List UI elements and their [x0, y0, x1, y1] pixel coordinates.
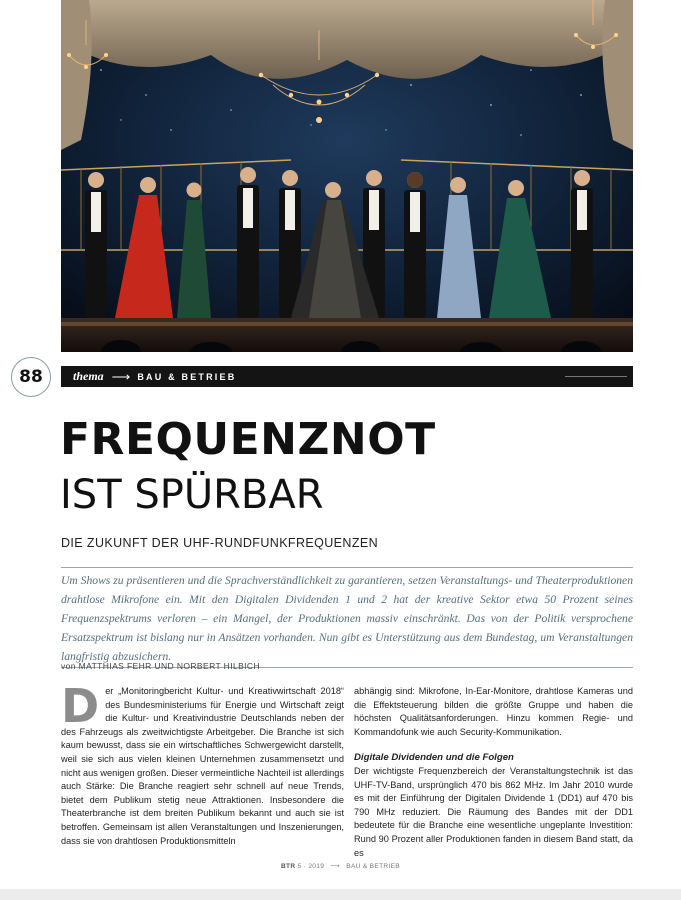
page-number: 88 [11, 357, 51, 397]
footer-magazine: BTR [281, 863, 296, 870]
body-paragraph-2: abhängig sind: Mikrofone, In-Ear-Monitore, drahtlose Kameras und die Effektsteuerung bilden die größte Gruppe und haben die höchsten Qualitätsanforderungen. Hinzu kommen Regie- und Kommandofunk wie auch Security-Kommunikation. [354, 686, 633, 737]
section-name: BAU & BETRIEB [137, 371, 237, 382]
article-title-line1: FREQUENZNOT [60, 414, 436, 465]
article-title-line2: IST SPÜRBAR [60, 472, 324, 518]
footer-section: BAU & BETRIEB [346, 863, 400, 870]
section-header-bar [61, 366, 633, 387]
article-photo [61, 0, 633, 352]
body-column-left [61, 679, 344, 848]
section-kicker: thema [73, 369, 104, 383]
body-paragraph-1: er „Monitoringbericht Kultur- und Kreativwirtschaft 2018“ des Bundesministeriums für Energie und Wirtschaft zeigt die Kultur- und Kreativindustrie Deutschlands neben der des Fahrzeugs als zweitwichtigste Arbeitgeber. Die Branche ist sich kaum bewusst, dass sie ein wirtschaftliches Schwergewicht darstellt, weil sie sich aus vielen kleinen Unternehmen zusammensetzt und nicht aus wenigen großen. Dieser vermeintliche Nachteil ist allerdings auch Stärke: Die Branche reagiert sehr schnell auf neue Trends, bietet dem Publikum stetig neue Attraktionen. Insbesondere die Theaterbranche ist dem breiten Publikum bekannt und auch sie ist betroffen. Gemeinsam ist allen Veranstaltungen und Inszenierungen, dass sie von drahtlosen Produktionsmitteln [61, 686, 344, 846]
article-lead: Um Shows zu präsentieren und die Sprachverständlichkeit zu garantieren, setzen Veranstaltungs- und Theaterproduktionen drahtlose Mikrofone ein. Mit den Digitalen Dividenden 1 und 2 hat der kreative Sektor etwa 50 Prozent seines Frequenzspektrums verloren – ein Mangel, der Produktionen massiv einschränkt. Das von der Politik versprochene Ersatzspektrum ist bislang nur in Ansätzen vorhanden. Nun gibt es Unterstützung aus dem Bundestag, um Veranstaltungen langfristig abzusichern. [61, 574, 633, 663]
stage-photo-illustration [61, 0, 633, 352]
footer-issue: 5 · 2019 [297, 863, 325, 870]
section-divider [565, 376, 627, 377]
author-byline: von MATTHIAS FEHR UND NORBERT HILBICH [61, 661, 260, 671]
footer-arrow-icon: ⟶ [330, 863, 341, 870]
page-footer [0, 862, 681, 870]
arrow-right-icon: ⟶ [111, 369, 131, 384]
drop-cap: D [61, 679, 100, 733]
page-bottom-band [0, 889, 681, 900]
body-column-right [354, 685, 633, 860]
body-paragraph-3: Der wichtigste Frequenzbereich der Veranstaltungstechnik ist das UHF-TV-Band, ursprünglich 470 bis 862 MHz. Im Jahr 2010 wurde es mit der Einführung der Digitalen Dividende 1 (DD1) auf 470 bis 790 MHz reduziert. Die Räumung des Bandes mit der DD1 bedeutete für die Branche eine wesentliche ungeplante Investition: Rund 90 Prozent aller Produktionen fanden in diesem Band statt, da es [354, 765, 633, 858]
body-subheading: Digitale Dividenden und die Folgen [354, 752, 514, 764]
article-lead-box [61, 567, 633, 668]
article-subtitle: DIE ZUKUNFT DER UHF-RUNDFUNKFREQUENZEN [61, 536, 379, 550]
